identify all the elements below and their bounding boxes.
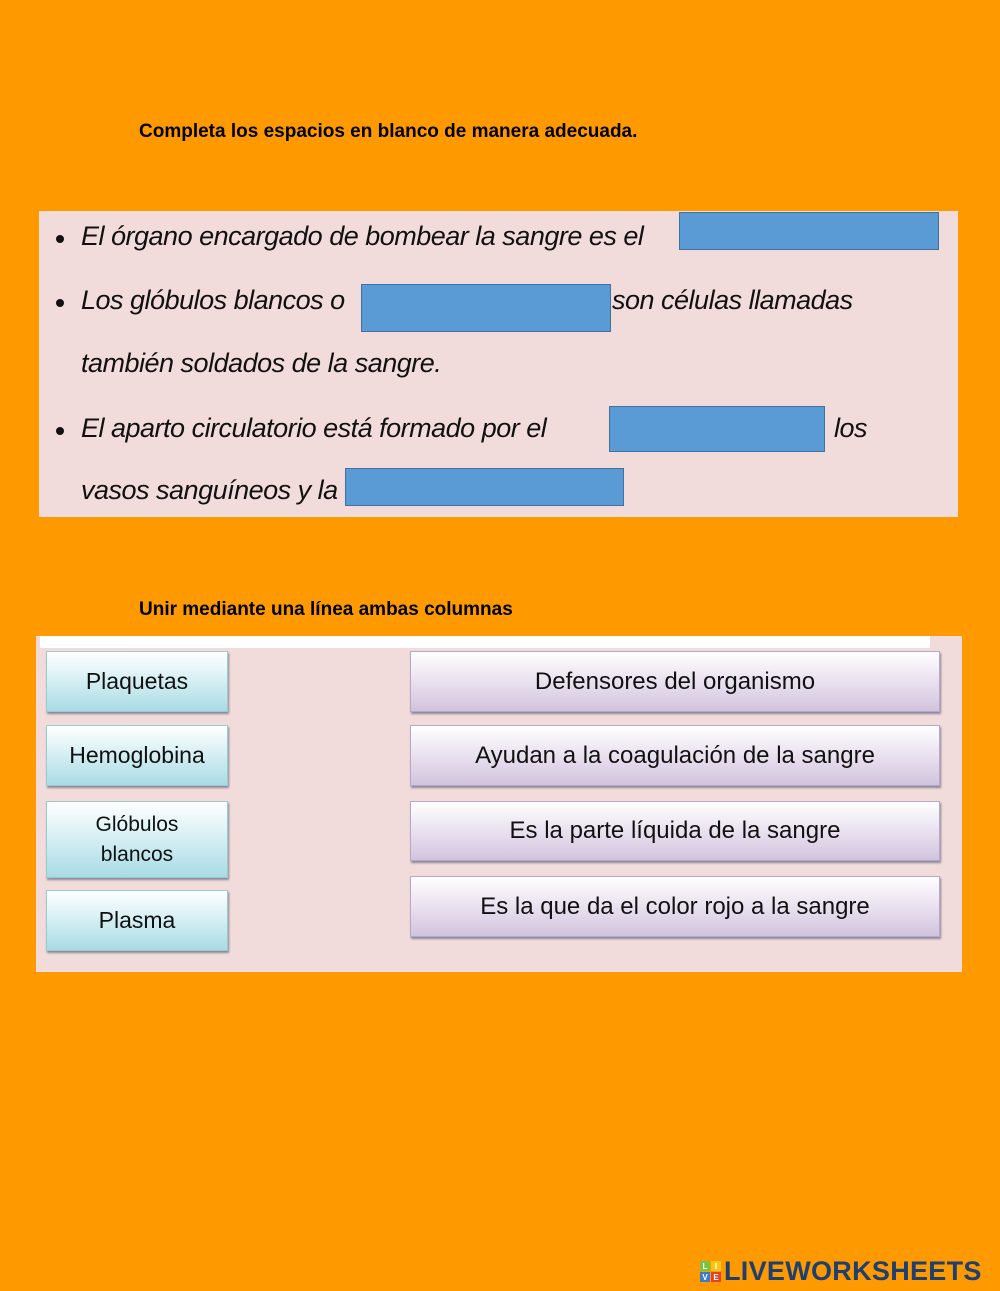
sentence-3c: vasos sanguíneos y la [81, 475, 338, 505]
sentence-2b: son células llamadas [612, 285, 853, 315]
logo-letter: I [711, 1261, 721, 1271]
right-item-3[interactable]: Es la parte líquida de la sangre [410, 801, 940, 861]
logo-text: LIVEWORKSHEETS [724, 1256, 982, 1286]
logo-letter: L [700, 1261, 710, 1271]
logo-letter: V [700, 1272, 710, 1282]
bullet-icon [56, 299, 64, 307]
logo-letter: E [711, 1272, 721, 1282]
sentence-1: El órgano encargado de bombear la sangre es el [81, 221, 644, 251]
section2-title: Unir mediante una línea ambas columnas [139, 599, 513, 620]
left-item-plasma[interactable]: Plasma [46, 890, 228, 951]
sentence-3a: El aparto circulatorio está formado por el [81, 413, 547, 443]
blank-input-1[interactable] [679, 212, 939, 250]
liveworksheets-logo [700, 1256, 982, 1287]
bullet-icon [56, 235, 64, 243]
right-item-1[interactable]: Defensores del organismo [410, 651, 940, 712]
sentence-3b: los [834, 413, 868, 443]
live-logo-icon [700, 1261, 721, 1282]
sentence-2a: Los glóbulos blancos o [81, 285, 345, 315]
sentence-2c: también soldados de la sangre. [81, 348, 442, 378]
top-strip [40, 636, 930, 648]
left-item-globulos-blancos[interactable]: Glóbulos blancos [46, 801, 228, 878]
blank-input-4[interactable] [345, 468, 624, 506]
blank-input-3[interactable] [609, 406, 825, 452]
blank-input-2[interactable] [361, 284, 611, 332]
fill-in-panel [39, 211, 958, 517]
right-item-4[interactable]: Es la que da el color rojo a la sangre [410, 876, 940, 937]
section1-title: Completa los espacios en blanco de manera adecuada. [139, 121, 638, 142]
left-item-plaquetas[interactable]: Plaquetas [46, 651, 228, 712]
right-item-2[interactable]: Ayudan a la coagulación de la sangre [410, 725, 940, 786]
left-item-hemoglobina[interactable]: Hemoglobina [46, 725, 228, 786]
bullet-icon [56, 427, 64, 435]
